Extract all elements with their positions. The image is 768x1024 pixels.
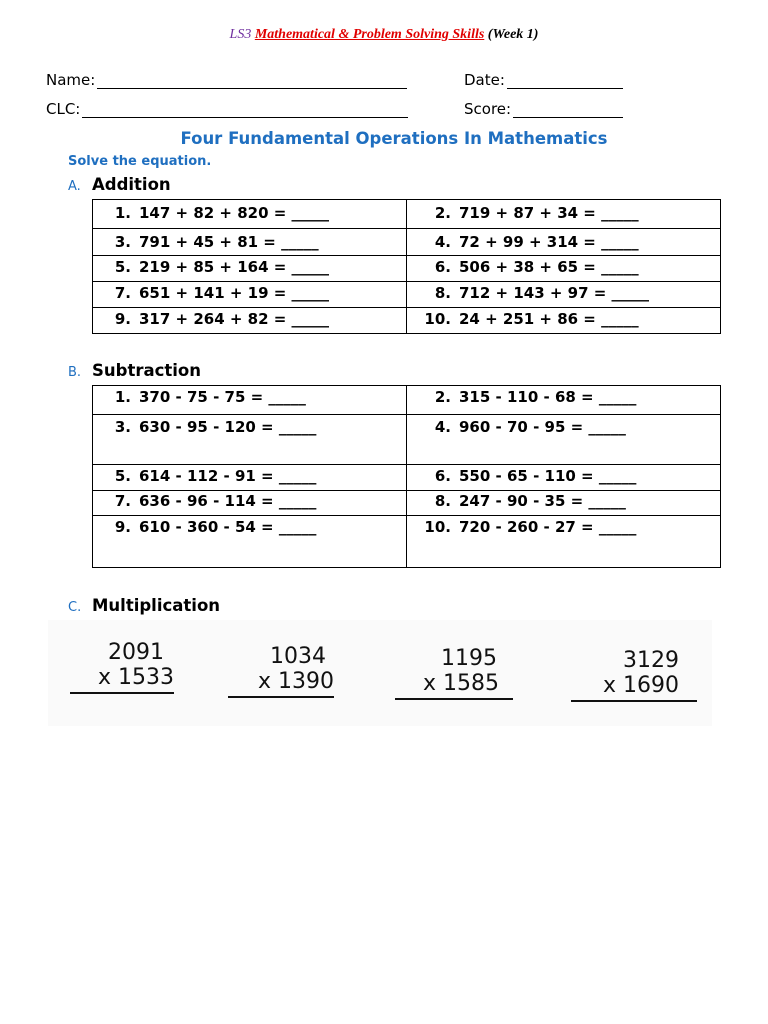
problem-equation: 370 - 75 - 75 = _____ xyxy=(139,388,306,406)
problem-number: 7. xyxy=(114,284,131,302)
problem-cell xyxy=(407,256,721,282)
table-row xyxy=(93,200,721,229)
problem-equation: 614 - 112 - 91 = _____ xyxy=(139,467,317,485)
problem-cell xyxy=(93,256,407,282)
multiplicand: 1195 xyxy=(441,646,497,671)
problem-number: 6. xyxy=(434,258,451,276)
multiplication-heading xyxy=(68,596,220,615)
table-row xyxy=(93,282,721,308)
table-row xyxy=(93,516,721,568)
problem-cell xyxy=(407,308,721,334)
problem-number: 2. xyxy=(434,204,451,222)
problem-number: 8. xyxy=(434,492,451,510)
addition-table xyxy=(92,199,721,334)
problem-equation: 651 + 141 + 19 = _____ xyxy=(139,284,330,302)
section-letter: C. xyxy=(68,600,82,615)
problem-number: 8. xyxy=(434,284,451,302)
problem-cell xyxy=(93,465,407,491)
course-code: LS3 xyxy=(229,27,252,42)
problem-number: 4. xyxy=(434,233,451,251)
problem-number: 3. xyxy=(114,418,131,436)
problem-number: 5. xyxy=(114,467,131,485)
problem-number: 9. xyxy=(114,518,131,536)
table-row xyxy=(93,415,721,465)
problem-equation: 719 + 87 + 34 = _____ xyxy=(459,204,639,222)
problem-equation: 630 - 95 - 120 = _____ xyxy=(139,418,317,436)
problem-cell xyxy=(407,200,721,229)
subject-title: Mathematical & Problem Solving Skills xyxy=(254,27,485,42)
answer-line xyxy=(70,692,174,694)
worksheet-header xyxy=(0,27,768,43)
multiplicand: 3129 xyxy=(623,648,679,673)
answer-line xyxy=(395,698,513,700)
problem-equation: 610 - 360 - 54 = _____ xyxy=(139,518,317,536)
problem-cell xyxy=(93,516,407,568)
problem-number: 1. xyxy=(114,204,131,222)
answer-line xyxy=(571,700,697,702)
problem-cell xyxy=(407,491,721,516)
table-row xyxy=(93,229,721,256)
problem-cell xyxy=(93,282,407,308)
problem-cell xyxy=(407,516,721,568)
problem-equation: 960 - 70 - 95 = _____ xyxy=(459,418,626,436)
subtraction-heading xyxy=(68,361,201,380)
problem-equation: 317 + 264 + 82 = _____ xyxy=(139,310,330,328)
multiplication-problem xyxy=(571,648,697,702)
multiplier: x 1533 xyxy=(97,665,174,690)
multiplication-problem xyxy=(395,646,513,700)
problem-equation: 720 - 260 - 27 = _____ xyxy=(459,518,637,536)
problem-equation: 315 - 110 - 68 = _____ xyxy=(459,388,637,406)
problem-equation: 219 + 85 + 164 = _____ xyxy=(139,258,330,276)
problem-cell xyxy=(93,386,407,415)
problem-cell xyxy=(93,308,407,334)
problem-equation: 506 + 38 + 65 = _____ xyxy=(459,258,639,276)
subtraction-table xyxy=(92,385,721,568)
multiplication-problem xyxy=(228,644,334,698)
score-blank-line[interactable] xyxy=(513,103,623,118)
date-label: Date: xyxy=(464,71,505,89)
name-field xyxy=(46,71,407,89)
problem-equation: 24 + 251 + 86 = _____ xyxy=(459,310,639,328)
addition-heading xyxy=(68,175,171,194)
problem-cell xyxy=(407,415,721,465)
multiplication-problem xyxy=(70,640,174,694)
problem-cell xyxy=(93,415,407,465)
answer-line xyxy=(228,696,334,698)
section-letter: B. xyxy=(68,365,82,380)
multiplication-problems-image xyxy=(48,620,712,726)
section-name: Addition xyxy=(92,175,171,194)
problem-cell xyxy=(407,229,721,256)
table-row xyxy=(93,308,721,334)
problem-equation: 550 - 65 - 110 = _____ xyxy=(459,467,637,485)
name-blank-line[interactable] xyxy=(97,74,407,89)
instruction-text: Solve the equation. xyxy=(68,154,212,169)
clc-blank-line[interactable] xyxy=(82,103,408,118)
problem-equation: 147 + 82 + 820 = _____ xyxy=(139,204,330,222)
date-blank-line[interactable] xyxy=(507,74,623,89)
section-name: Subtraction xyxy=(92,361,202,380)
table-row xyxy=(93,491,721,516)
multiplicand: 1034 xyxy=(270,644,326,669)
problem-number: 9. xyxy=(114,310,131,328)
problem-cell xyxy=(93,491,407,516)
problem-number: 7. xyxy=(114,492,131,510)
problem-cell xyxy=(93,200,407,229)
problem-equation: 636 - 96 - 114 = _____ xyxy=(139,492,317,510)
problem-number: 10. xyxy=(424,518,451,536)
name-label: Name: xyxy=(46,71,96,89)
problem-number: 3. xyxy=(114,233,131,251)
clc-label: CLC: xyxy=(46,100,81,118)
problem-number: 5. xyxy=(114,258,131,276)
multiplier: x 1585 xyxy=(422,671,499,696)
problem-equation: 247 - 90 - 35 = _____ xyxy=(459,492,626,510)
problem-equation: 72 + 99 + 314 = _____ xyxy=(459,233,639,251)
clc-field xyxy=(46,100,408,118)
problem-equation: 791 + 45 + 81 = _____ xyxy=(139,233,319,251)
problem-number: 6. xyxy=(434,467,451,485)
date-field xyxy=(464,71,623,89)
multiplier: x 1690 xyxy=(602,673,679,698)
week-label: (Week 1) xyxy=(487,27,539,42)
table-row xyxy=(93,256,721,282)
problem-number: 2. xyxy=(434,388,451,406)
problem-number: 1. xyxy=(114,388,131,406)
score-field xyxy=(464,100,623,118)
table-row xyxy=(93,465,721,491)
section-letter: A. xyxy=(68,179,81,194)
problem-cell xyxy=(93,229,407,256)
table-row xyxy=(93,386,721,415)
problem-number: 4. xyxy=(434,418,451,436)
page-title: Four Fundamental Operations In Mathematics xyxy=(180,129,608,148)
problem-cell xyxy=(407,465,721,491)
problem-number: 10. xyxy=(424,310,451,328)
score-label: Score: xyxy=(464,100,512,118)
section-name: Multiplication xyxy=(92,596,221,615)
multiplier: x 1390 xyxy=(257,669,334,694)
problem-cell xyxy=(407,282,721,308)
problem-cell xyxy=(407,386,721,415)
problem-equation: 712 + 143 + 97 = _____ xyxy=(459,284,650,302)
multiplicand: 2091 xyxy=(108,640,164,665)
